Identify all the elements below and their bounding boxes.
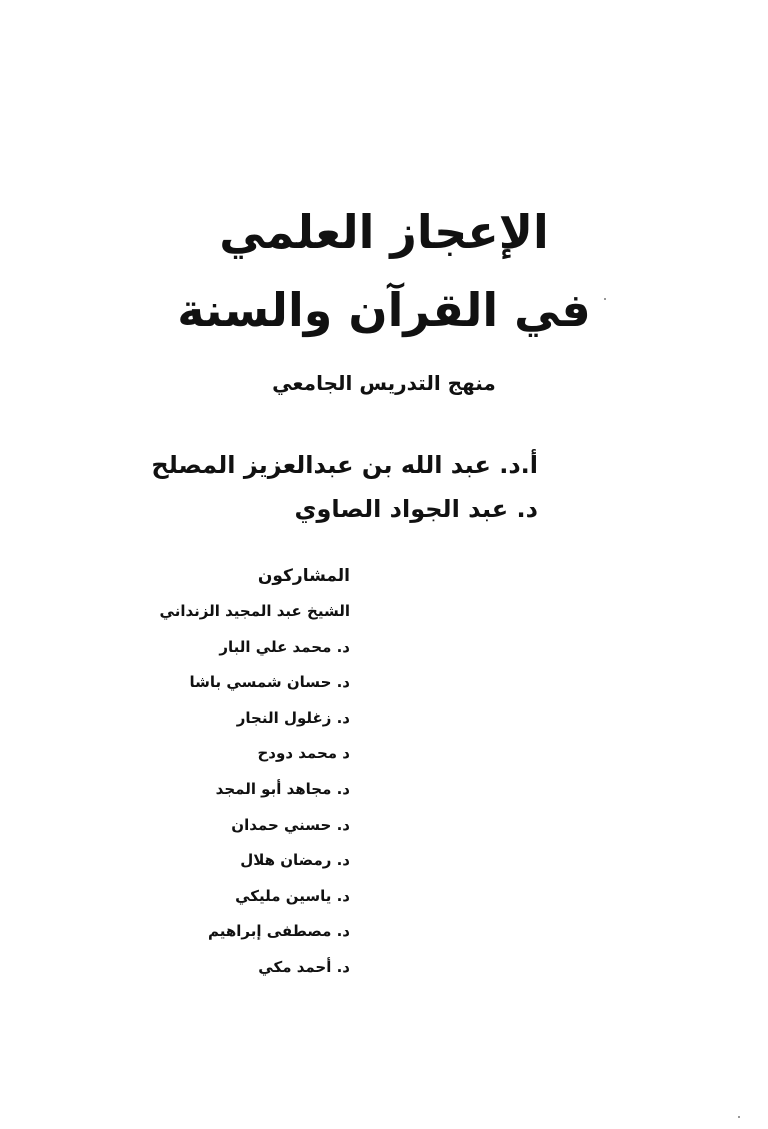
participant-name: الشيخ عبد المجيد الزنداني [159, 602, 350, 620]
participant-name: د. مصطفى إبراهيم [207, 922, 350, 941]
scan-speck [738, 1116, 740, 1118]
participant-name: د. رمضان هلال [240, 851, 350, 870]
participant-name: د. حسني حمدان [231, 815, 350, 834]
participant-name: د. حسان شمسي باشا [189, 673, 350, 692]
subtitle: منهج التدريس الجامعي [272, 371, 496, 395]
participant-name: د. أحمد مكي [258, 957, 350, 976]
scan-speck [604, 298, 606, 300]
title-line-2: في القرآن والسنة [177, 283, 591, 337]
participants-heading: المشاركون [257, 566, 350, 586]
author-1: أ.د. عبد الله بن عبدالعزيز المصلح [151, 451, 538, 479]
participant-name: د. ياسين مليكي [235, 886, 350, 905]
title-line-1: الإعجاز العلمي [219, 205, 549, 259]
participant-name: د محمد دودح [257, 744, 350, 763]
participant-name: د. محمد علي البار [219, 637, 350, 656]
author-2: د. عبد الجواد الصاوي [294, 495, 538, 523]
participant-name: د. زغلول النجار [236, 708, 350, 727]
participant-name: د. مجاهد أبو المجد [215, 779, 350, 798]
participants-list [160, 598, 350, 990]
